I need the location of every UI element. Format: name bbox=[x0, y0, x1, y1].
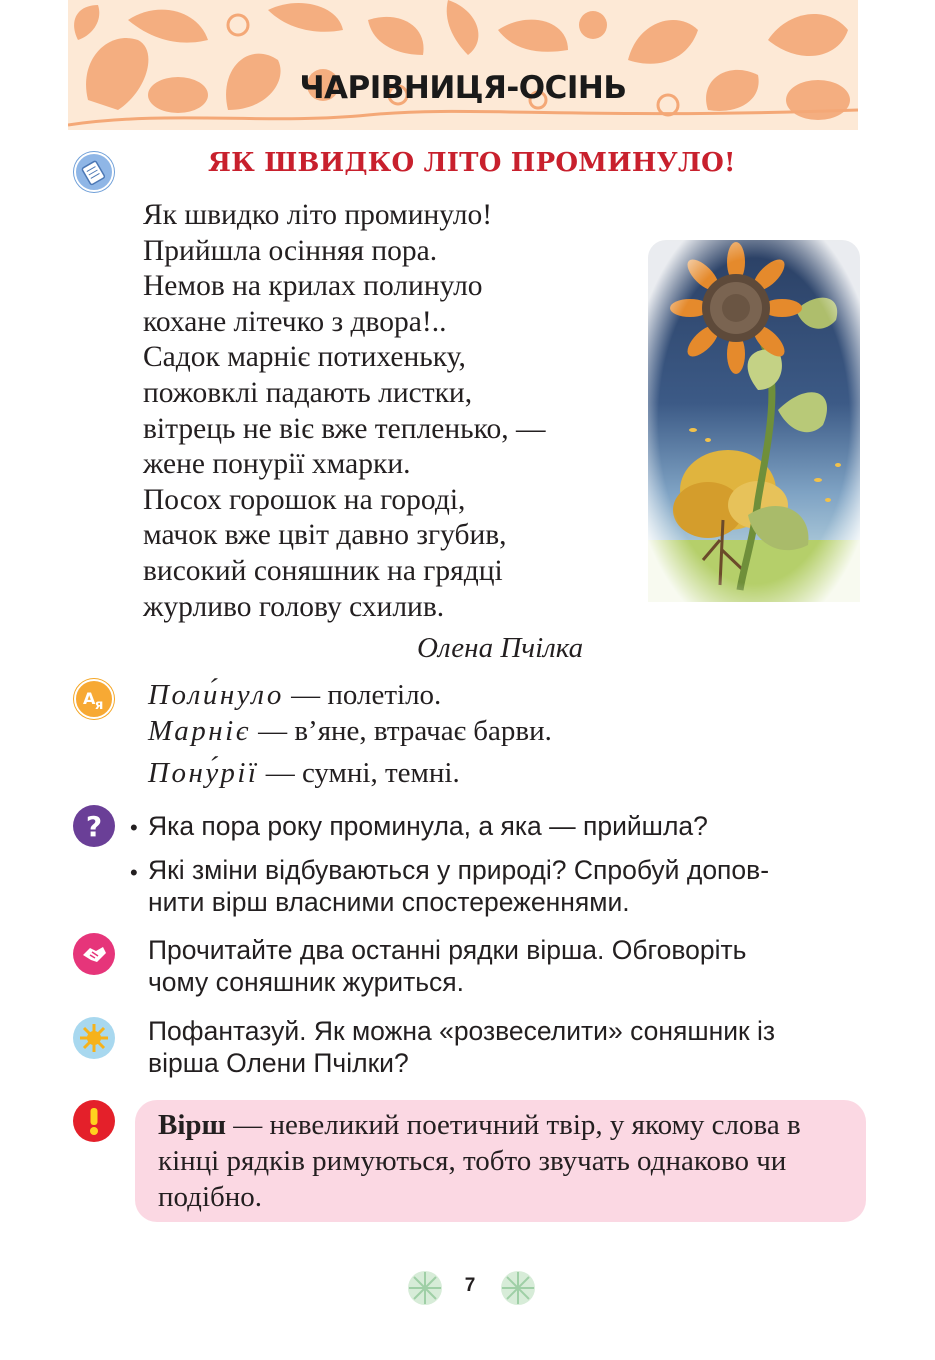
vocab-definition: — полетіло. bbox=[291, 679, 442, 711]
sun-icon bbox=[73, 1017, 115, 1059]
poem-title: ЯК ШВИДКО ЛІТО ПРОМИНУЛО! bbox=[208, 148, 736, 178]
vocab-entry bbox=[148, 715, 552, 748]
floral-ornament bbox=[68, 0, 858, 130]
vocab-term: Марніє bbox=[148, 715, 251, 747]
creative-task-line: вірша Олени Пчілки? bbox=[148, 1048, 409, 1078]
chapter-title: ЧАРІВНИЦЯ-ОСІНЬ bbox=[299, 70, 627, 106]
question-icon bbox=[73, 805, 115, 847]
pair-task bbox=[148, 934, 746, 998]
svg-text:я: я bbox=[95, 698, 104, 713]
pair-task-line: Прочитайте два останні рядки вірша. Обговоріть bbox=[148, 935, 747, 965]
creative-task-line: Пофантазуй. Як можна «розвеселити» соняшник із bbox=[148, 1016, 776, 1046]
vocab-entry bbox=[148, 679, 441, 712]
vocab-term: Поли́нуло bbox=[148, 679, 284, 711]
vocab-definition: — в’яне, втрачає барви. bbox=[258, 715, 552, 747]
vocabulary-icon bbox=[73, 678, 115, 720]
poem-author: Олена Пчілка bbox=[417, 632, 584, 664]
question-2 bbox=[148, 854, 769, 918]
snowflake-ornament-right bbox=[498, 1268, 538, 1308]
vocab-definition: — сумні, темні. bbox=[265, 757, 460, 789]
creative-task bbox=[148, 1015, 775, 1079]
page-number: 7 bbox=[464, 1275, 476, 1296]
poem-line: мачок вже цвіт давно згубив, bbox=[143, 519, 507, 552]
poem-line: Як швидко літо проминуло! bbox=[143, 199, 493, 231]
vocab-entry bbox=[148, 757, 460, 790]
definition-term: Вірш bbox=[158, 1109, 227, 1141]
question-2-line: нити вірш власними спостереженнями. bbox=[148, 887, 630, 917]
poem-line: Посох горошок на городі, bbox=[143, 483, 466, 516]
poem-line: Немов на крилах полинуло bbox=[143, 270, 483, 303]
bullet: • bbox=[130, 815, 138, 840]
poem-line: пожовклі падають листки, bbox=[143, 376, 473, 409]
poem-line: жене понурії хмарки. bbox=[143, 448, 411, 481]
poem-text bbox=[143, 198, 545, 625]
snowflake-ornament-left bbox=[405, 1268, 445, 1308]
sunflower-illustration bbox=[648, 240, 860, 602]
question-2-line: Які зміни відбуваються у природі? Спробуй допов- bbox=[148, 855, 770, 885]
bullet: • bbox=[130, 860, 138, 885]
svg-text:?: ? bbox=[85, 810, 103, 843]
definition-text bbox=[158, 1107, 858, 1215]
svg-text:А: А bbox=[83, 689, 96, 708]
poem-line: кохане літечко з двора!.. bbox=[143, 305, 447, 338]
handshake-icon bbox=[73, 933, 115, 975]
poem-line: вітрець не віє вже тепленько, — bbox=[143, 412, 546, 445]
poem-line: Прийшла осінняя пора. bbox=[143, 234, 438, 267]
book-icon bbox=[73, 151, 115, 193]
exclamation-icon bbox=[73, 1100, 115, 1142]
definition-body: — невеликий поетичний твір, у якому слова в кінці рядків римуються, тобто звучать однаково чи подібно. bbox=[158, 1109, 801, 1213]
vocab-term: Пону́рії bbox=[148, 757, 259, 789]
poem-line: високий соняшник на грядці bbox=[143, 554, 503, 587]
poem-line: Садок марніє потихеньку, bbox=[143, 341, 466, 374]
header-banner bbox=[68, 0, 858, 130]
pair-task-line: чому соняшник журиться. bbox=[148, 967, 465, 997]
question-1: Яка пора року проминула, а яка — прийшла? bbox=[148, 811, 708, 841]
poem-line: журливо голову схилив. bbox=[143, 590, 445, 623]
